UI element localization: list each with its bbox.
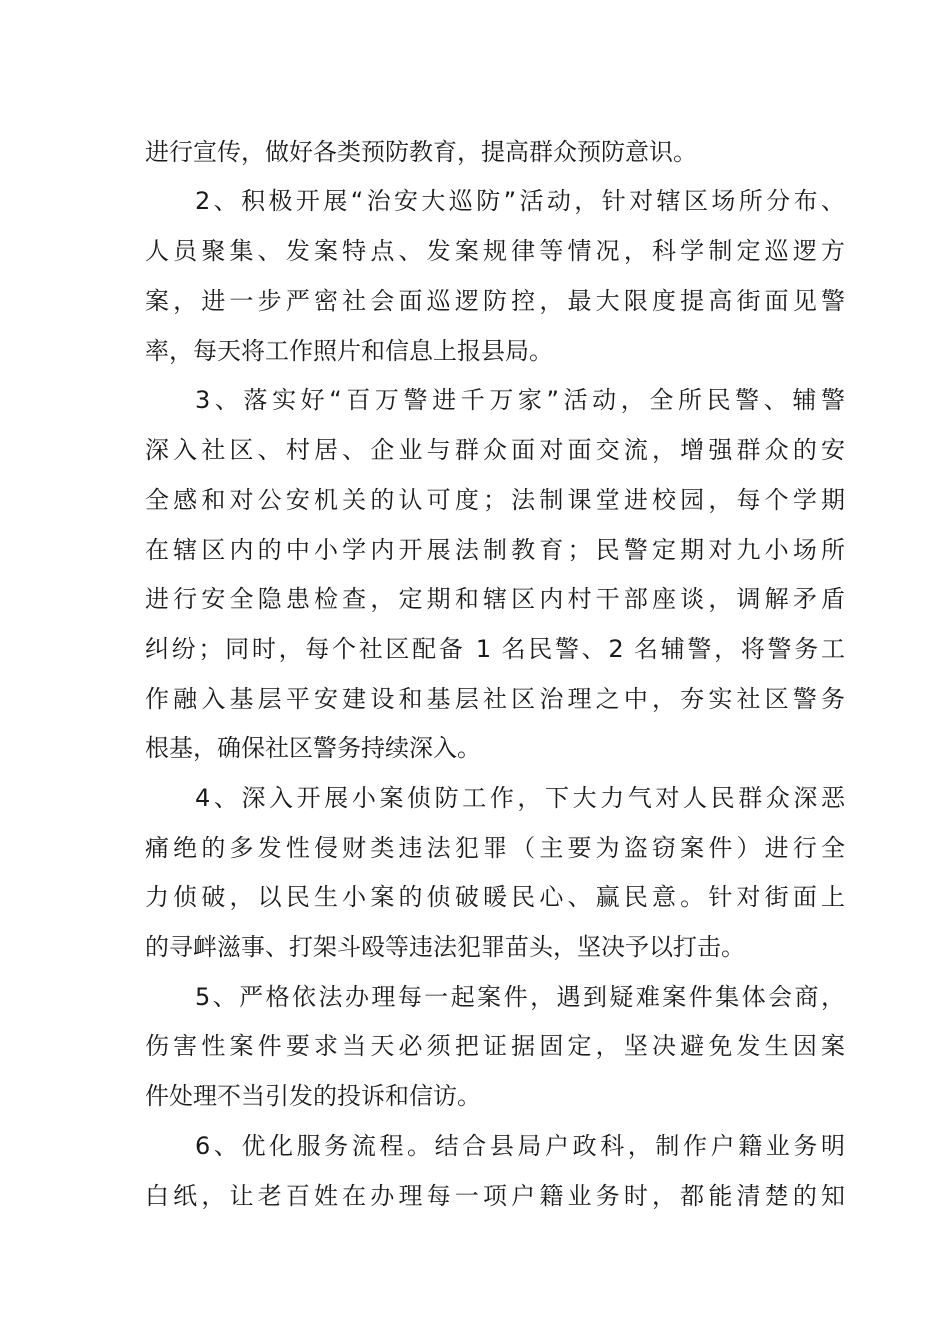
paragraph-start-line: 5、严格依法办理每一起案件，遇到疑难案件集体会商，: [195, 983, 845, 1011]
paragraph-start-line: 3、落实好“百万警进千万家”活动，全所民警、辅警: [195, 386, 845, 414]
text-line: 进行宣传，做好各类预防教育，提高群众预防意识。: [145, 138, 697, 166]
text-line: 案，进一步严密社会面巡逻防控，最大限度提高街面见警: [145, 287, 845, 315]
text-line: 进行安全隐患检查，定期和辖区内村干部座谈，调解矛盾: [145, 585, 845, 613]
text-line: 在辖区内的中小学内开展法制教育；民警定期对九小场所: [145, 536, 845, 564]
text-line: 根基，确保社区警务持续深入。: [145, 734, 481, 762]
text-line: 件处理不当引发的投诉和信访。: [145, 1082, 481, 1110]
text-line: 作融入基层平安建设和基层社区治理之中，夯实社区警务: [145, 685, 845, 713]
paragraph-start-line: 4、深入开展小案侦防工作，下大力气对人民群众深恶: [195, 784, 845, 812]
text-line: 全感和对公安机关的认可度；法制课堂进校园，每个学期: [145, 486, 845, 514]
text-line: 率，每天将工作照片和信息上报县局。: [145, 337, 553, 365]
text-line: 纠纷；同时，每个社区配备 1 名民警、2 名辅警，将警务工: [145, 635, 845, 663]
text-line: 痛绝的多发性侵财类违法犯罪（主要为盗窃案件）进行全: [145, 834, 845, 862]
text-line: 深入社区、村居、企业与群众面对面交流，增强群众的安: [145, 436, 845, 464]
text-line: 白纸，让老百姓在办理每一项户籍业务时，都能清楚的知: [145, 1182, 845, 1210]
text-line: 伤害性案件要求当天必须把证据固定，坚决避免发生因案: [145, 1032, 845, 1060]
text-line: 的寻衅滋事、打架斗殴等违法犯罪苗头，坚决予以打击。: [145, 933, 745, 961]
paragraph-start-line: 2、积极开展“治安大巡防”活动，针对辖区场所分布、: [195, 187, 845, 215]
paragraph-start-line: 6、优化服务流程。结合县局户政科，制作户籍业务明: [195, 1132, 845, 1160]
text-line: 人员聚集、发案特点、发案规律等情况，科学制定巡逻方: [145, 237, 845, 265]
text-line: 力侦破，以民生小案的侦破暖民心、赢民意。针对街面上: [145, 883, 845, 911]
